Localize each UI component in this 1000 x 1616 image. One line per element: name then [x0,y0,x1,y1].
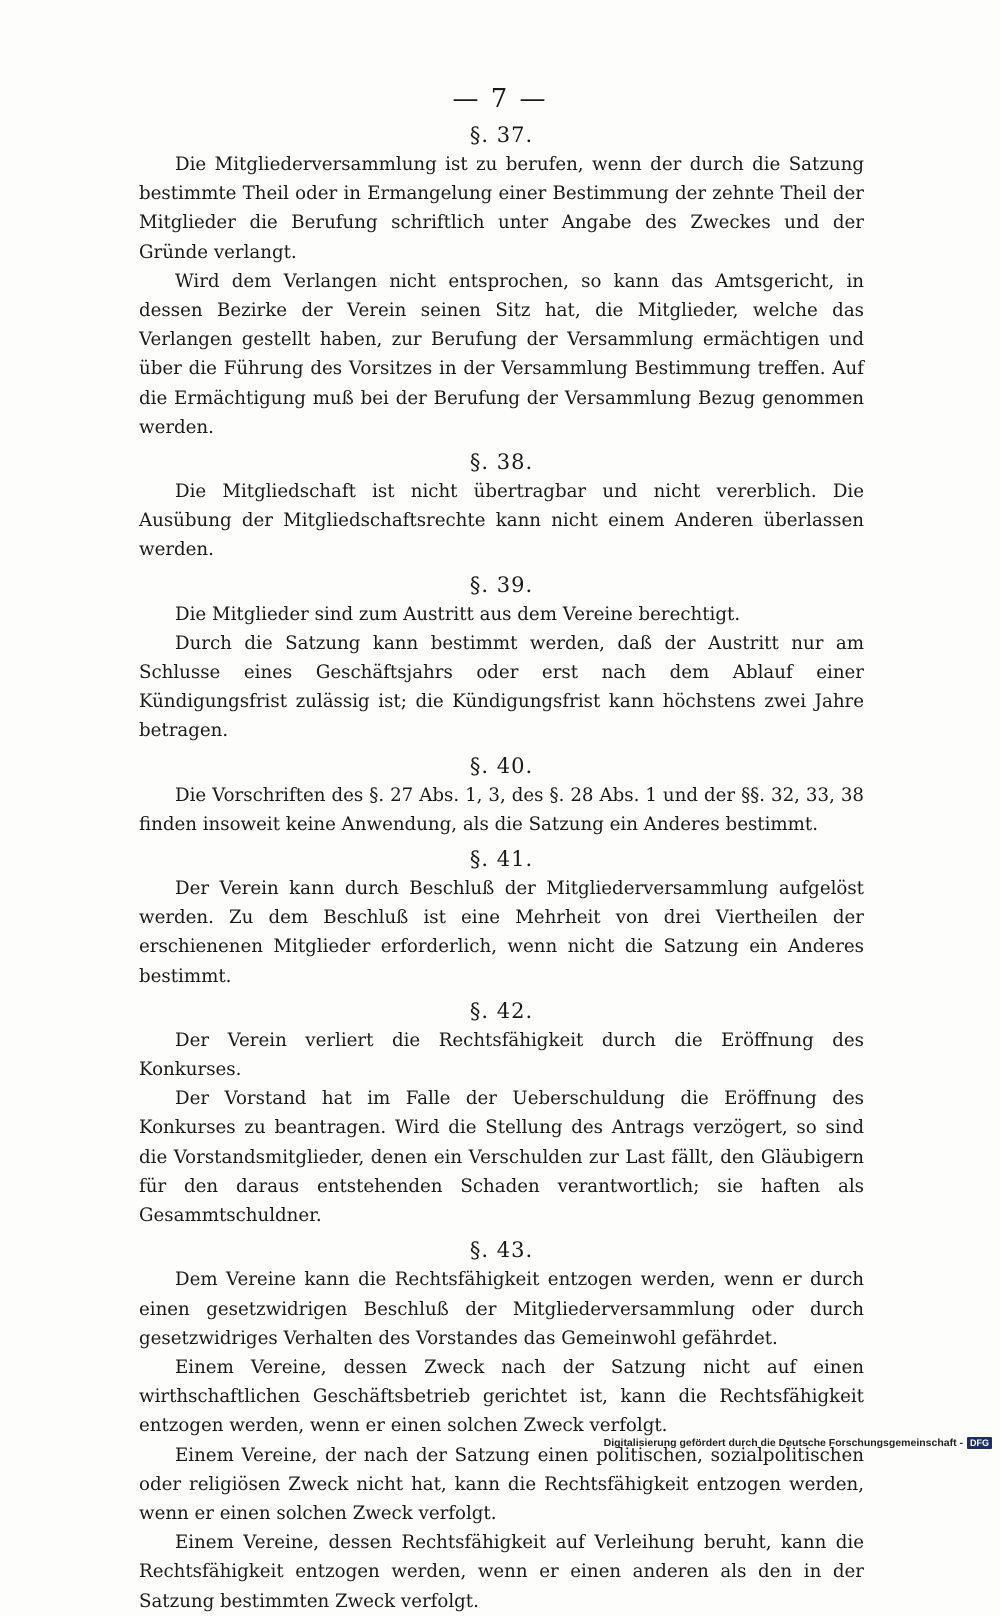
paragraph: Durch die Satzung kann bestimmt werden, daß der Austritt nur am Schlusse eines Geschäftsjahrs oder erst nach dem Ablauf einer Kündigungsfrist zulässig ist; die Kündigungsfrist kann höchstens zwei Jahre betragen. [139,632,864,742]
section-heading: §. 43. [469,1238,534,1263]
paragraph: Die Vorschriften des §. 27 Abs. 1, 3, des §. 28 Abs. 1 und der §§. 32, 33, 38 finden insoweit keine Anwendung, als die Satzung ein Anderes bestimmt. [139,784,864,835]
footer-text: Digitalisierung gefördert durch die Deutsche Forschungsgemeinschaft - [603,1437,963,1449]
paragraph: Dem Vereine kann die Rechtsfähigkeit entzogen werden, wenn er durch einen gesetzwidrigen Beschluß der Mitgliederversammlung oder durch gesetzwidriges Verhalten des Vorstandes das Gemeinwohl gefährdet. [139,1269,864,1349]
section-heading: §. 39. [469,572,534,597]
section-heading: §. 37. [469,123,534,147]
section-42 [139,997,864,1230]
paragraph: Die Mitgliederversammlung ist zu berufen, wenn der durch die Satzung bestimmte Theil oder in Ermangelung einer Bestimmung der zehnte Theil der Mitglieder die Berufung schriftlich unter Angabe des Zweckes und der Gründe verlangt. [139,154,864,263]
paragraph: Der Vorstand hat im Falle der Ueberschuldung die Eröffnung des Konkurses zu beantragen. Wird die Stellung des Antrags verzögert, so sind die Vorstandsmitglieder, denen ein Verschulden zur Last fällt, den Gläubigern für den daraus entstehenden Schaden verantwortlich; sie haften als Gesammtschuldner. [139,1088,864,1227]
section-38 [139,448,864,565]
section-40 [139,752,864,839]
paragraph: Die Mitglieder sind zum Austritt aus dem Vereine berechtigt. [175,603,741,625]
section-heading: §. 42. [469,998,534,1023]
section-41 [139,845,864,991]
paragraph: Der Verein kann durch Beschluß der Mitgliederversammlung aufgelöst werden. Zu dem Beschluß ist eine Mehrheit von drei Viertheilen der erschienenen Mitglieder erforderlich, wenn nicht die Satzung ein Anderes bestimmt. [139,878,864,987]
paragraph: Die Mitgliedschaft ist nicht übertragbar und nicht vererblich. Die Ausübung der Mitgliedschaftsrechte kann nicht einem Anderen überlassen werden. [139,481,864,561]
paragraph: Wird dem Verlangen nicht entsprochen, so kann das Amtsgericht, in dessen Bezirke der Verein seinen Sitz hat, die Mitglieder, welche das Verlangen gestellt haben, zur Berufung der Versammlung ermächtigen und über die Führung des Vorsitzes in der Versammlung Bestimmung treffen. Auf die Ermächtigung muß bei der Berufung der Versammlung Bezug genommen werden. [139,270,864,438]
paragraph: Einem Vereine, dessen Rechtsfähigkeit auf Verleihung beruht, kann die Rechtsfähigkeit entzogen werden, wenn er einen anderen als den in der Satzung bestimmten Zweck verfolgt. [139,1532,864,1612]
body-text [139,121,864,1616]
section-heading: §. 40. [469,753,534,778]
page-number: — 7 — [452,84,548,114]
section-43 [139,1236,864,1615]
paragraph: Einem Vereine, der nach der Satzung einen politischen, sozialpolitischen oder religiösen Zweck nicht hat, kann die Rechtsfähigkeit entzogen werden, wenn er einen solchen Zweck verfolgt. [139,1444,864,1524]
section-heading: §. 41. [469,847,534,872]
paragraph: Der Verein verliert die Rechtsfähigkeit durch die Eröffnung des Konkurses. [139,1029,864,1081]
paragraph: Einem Vereine, dessen Zweck nach der Satzung nicht auf einen wirthschaftlichen Geschäftsbetrieb gerichtet ist, kann die Rechtsfähigkeit entzogen werden, wenn er einen solchen Zweck verfolgt. [139,1356,864,1437]
section-39 [139,571,864,746]
digitization-footer [604,1437,992,1449]
dfg-logo: DFG [967,1437,992,1449]
section-heading: §. 38. [469,450,534,475]
section-37 [139,121,864,442]
